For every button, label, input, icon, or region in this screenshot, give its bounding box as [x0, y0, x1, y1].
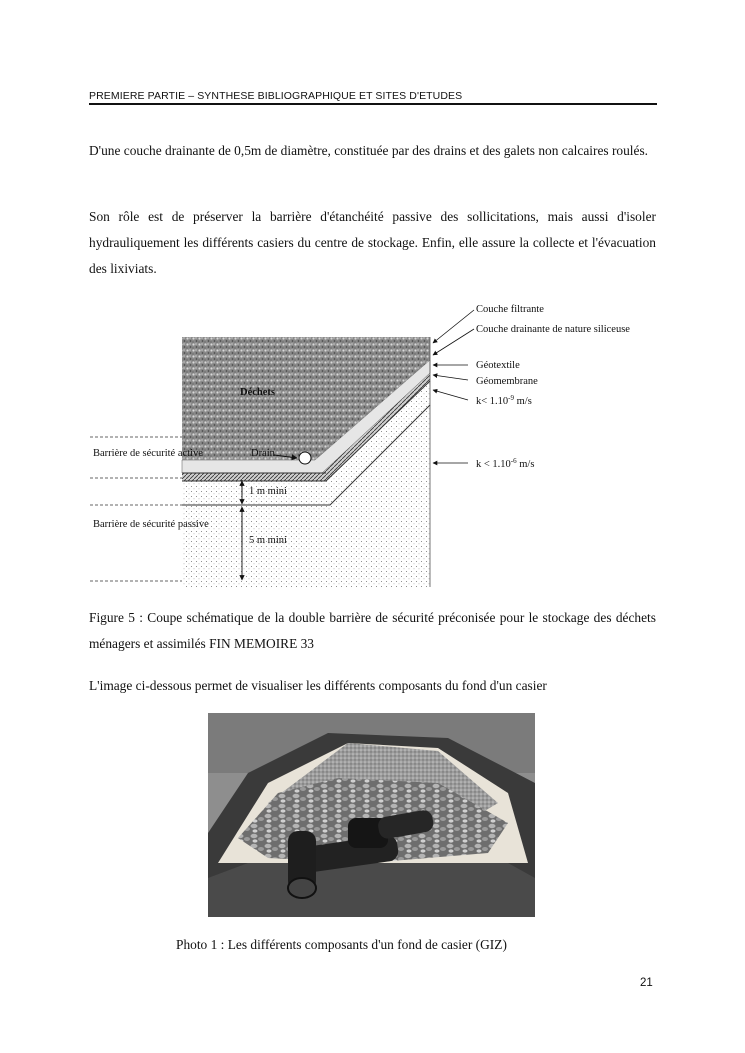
page-number: 21: [640, 977, 653, 989]
couche-filtrante-label: Couche filtrante: [476, 304, 544, 315]
geotextile-label: Géotextile: [476, 360, 520, 371]
drain-label: Drain: [251, 448, 275, 459]
dechets-label: Déchets: [240, 387, 275, 398]
running-header: PREMIERE PARTIE – SYNTHESE BIBLIOGRAPHIQUE ET SITES D'ETUDES: [89, 90, 657, 105]
paragraph-drainage-layer: D'une couche drainante de 0,5m de diamètre, constituée par des drains et des galets non calcaires roulés.: [89, 143, 649, 158]
five-meter-label: 5 m mini: [249, 535, 287, 546]
paragraph-photo-intro: L'image ci-dessous permet de visualiser les différents composants du fond d'un casier: [89, 678, 547, 693]
paragraph-role: Son rôle est de préserver la barrière d'étanchéité passive des sollicitations, mais aussi d'isoler hydrauliquement les différents casiers du centre de stockage. Enfin, elle assure la collecte et l'évacuation des lixiviats.: [89, 209, 656, 276]
photo-caption: Photo 1 : Les différents composants d'un fond de casier (GIZ): [176, 937, 507, 952]
one-meter-label: 1 m mini: [249, 486, 287, 497]
permeability-label-1: $k< 1.10^{-9}$ m/s: [476, 394, 532, 407]
active-barrier-label: Barrière de sécurité active: [93, 448, 203, 459]
landfill-cell-photo: [208, 713, 535, 917]
geomembrane-label: Géomembrane: [476, 376, 538, 387]
barrier-cross-section-figure: [90, 295, 630, 587]
permeability-label-2: $k < 1.10^{-6}$ m/s: [476, 457, 535, 470]
figure-caption: Figure 5 : Coupe schématique de la double barrière de sécurité préconisée pour le stockage des déchets ménagers et assimilés FIN MEMOIRE 33: [89, 610, 656, 651]
drain-pipe: [299, 452, 311, 464]
passive-barrier-label: Barrière de sécurité passive: [93, 519, 209, 530]
couche-drainante-label: Couche drainante de nature siliceuse: [476, 324, 630, 335]
